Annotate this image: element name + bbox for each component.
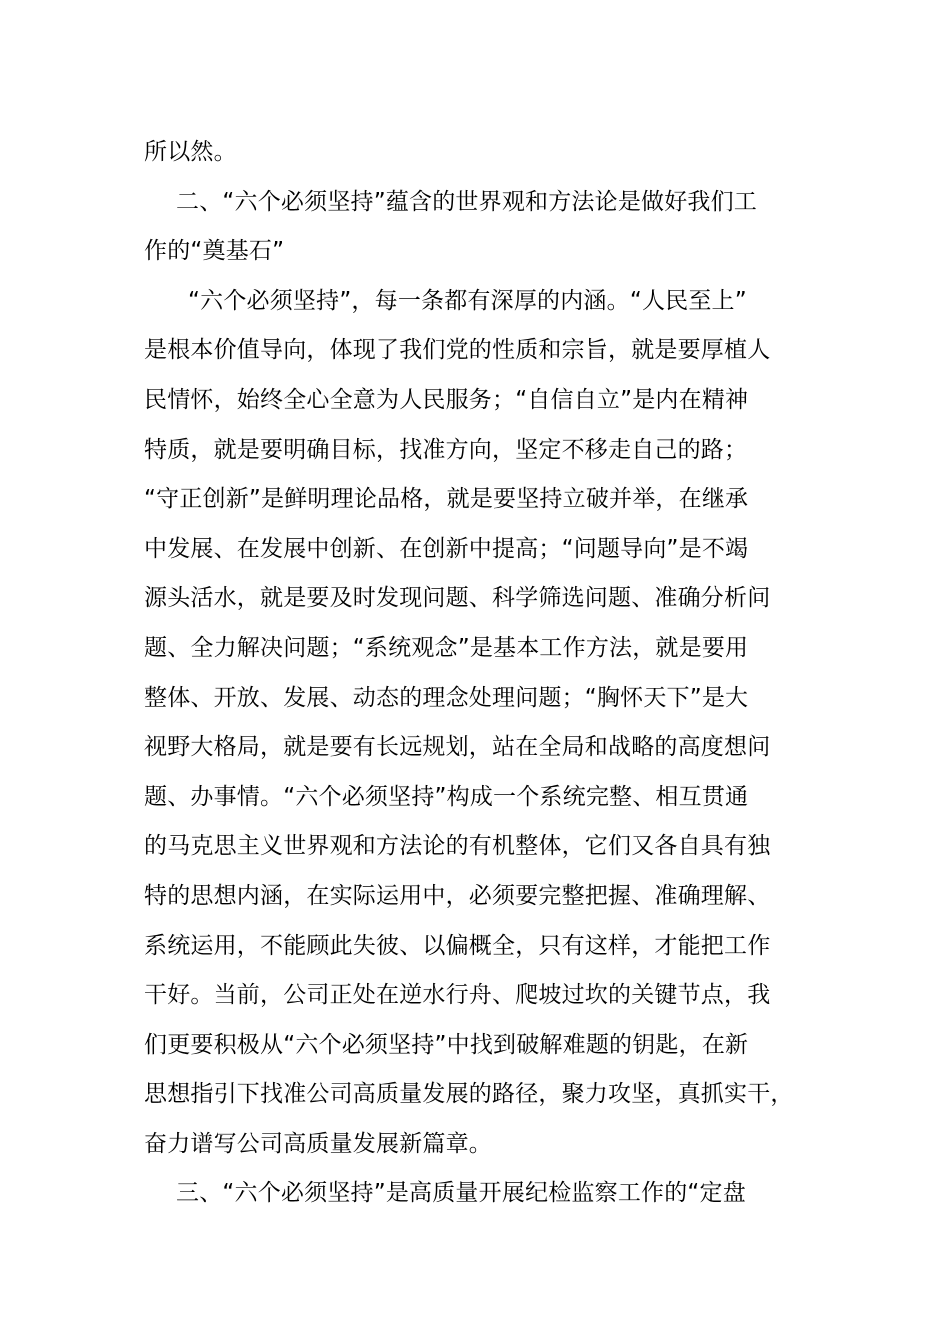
paragraph-line: 们更要积极从“六个必须坚持”中找到破解难题的钥匙，在新: [144, 1031, 749, 1058]
paragraph-line: 中发展、在发展中创新、在创新中提高；“问题导向”是不竭: [144, 535, 749, 562]
paragraph-line: “六个必须坚持”，每一条都有深厚的内涵。“人民至上”: [188, 287, 747, 314]
paragraph-line: 特的思想内涵，在实际运用中，必须要完整把握、准确理解、: [144, 882, 771, 909]
paragraph-line: 系统运用，不能顾此失彼、以偏概全，只有这样，才能把工作: [144, 932, 771, 959]
paragraph-line: 题、办事情。“六个必须坚持”构成一个系统完整、相互贯通: [144, 783, 749, 810]
paragraph-line: 所以然。: [144, 139, 237, 165]
paragraph-line: 整体、开放、发展、动态的理念处理问题；“胸怀天下”是大: [144, 684, 749, 711]
paragraph-line: 的马克思主义世界观和方法论的有机整体，它们又各自具有独: [144, 833, 771, 860]
paragraph-line: 源头活水，就是要及时发现问题、科学筛选问题、准确分析问: [144, 585, 771, 612]
paragraph-line: 是根本价值导向，体现了我们党的性质和宗旨，就是要厚植人: [144, 337, 771, 364]
section-heading-line: 二、“六个必须坚持”蕴含的世界观和方法论是做好我们工: [176, 188, 758, 215]
section-heading-line: 三、“六个必须坚持”是高质量开展纪检监察工作的“定盘: [176, 1180, 746, 1207]
document-body: [144, 128, 834, 1219]
paragraph-line: 视野大格局，就是要有长远规划，站在全局和战略的高度想问: [144, 734, 771, 761]
paragraph-line: 干好。当前，公司正处在逆水行舟、爬坡过坎的关键节点，我: [144, 982, 771, 1009]
paragraph-line: “守正创新”是鲜明理论品格，就是要坚持立破并举，在继承: [144, 486, 749, 513]
section-heading-line: 作的“奠基石”: [144, 238, 285, 265]
paragraph-line: 题、全力解决问题；“系统观念”是基本工作方法，就是要用: [144, 634, 749, 661]
paragraph-line: 奋力谱写公司高质量发展新篇章。: [144, 1130, 492, 1157]
paragraph-line: 民情怀，始终全心全意为人民服务；“自信自立”是内在精神: [144, 386, 749, 413]
paragraph-line: 思想指引下找准公司高质量发展的路径，聚力攻坚，真抓实干，: [144, 1081, 794, 1108]
paragraph-line: 特质，就是要明确目标，找准方向，坚定不移走自己的路；: [144, 436, 748, 463]
